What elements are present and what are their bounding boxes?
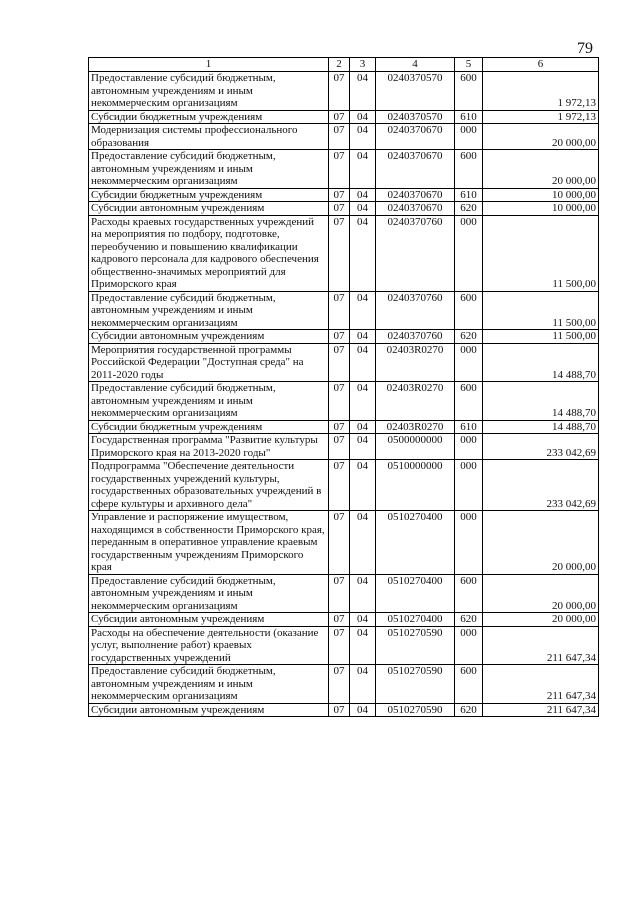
- target-item-code-cell: 0240370760: [376, 330, 455, 344]
- target-item-code-cell: 0240370570: [376, 72, 455, 111]
- section-code-cell: 07: [329, 665, 350, 704]
- subsection-code-cell: 04: [350, 703, 376, 717]
- section-code-cell: 07: [329, 72, 350, 111]
- expense-type-code-cell: 600: [455, 72, 483, 111]
- target-item-code-cell: 0510270400: [376, 613, 455, 627]
- target-item-code-cell: 0500000000: [376, 434, 455, 460]
- section-code-cell: 07: [329, 124, 350, 150]
- subsection-code-cell: 04: [350, 574, 376, 613]
- expense-type-code-cell: 600: [455, 291, 483, 330]
- expense-type-code-cell: 600: [455, 665, 483, 704]
- column-number-row: [89, 58, 599, 72]
- target-item-code-cell: 0510270400: [376, 574, 455, 613]
- section-code-cell: 07: [329, 703, 350, 717]
- column-header: 1: [89, 58, 329, 72]
- column-header: 4: [376, 58, 455, 72]
- target-item-code-cell: 0240370670: [376, 150, 455, 189]
- target-item-code-cell: 0240370670: [376, 188, 455, 202]
- budget-table: [88, 57, 599, 717]
- expense-type-code-cell: 620: [455, 330, 483, 344]
- column-header: 6: [483, 58, 599, 72]
- item-name-cell: Предоставление субсидий бюджетным, автономным учреждениям и иным некоммерческим организациям: [89, 72, 329, 111]
- expense-type-code-cell: 000: [455, 511, 483, 575]
- section-code-cell: 07: [329, 291, 350, 330]
- item-name-cell: Государственная программа "Развитие культуры Приморского края на 2013-2020 годы": [89, 434, 329, 460]
- table-row: [89, 460, 599, 511]
- section-code-cell: 07: [329, 382, 350, 421]
- table-row: [89, 574, 599, 613]
- amount-cell: 211 647,34: [483, 665, 599, 704]
- table-row: [89, 124, 599, 150]
- section-code-cell: 07: [329, 434, 350, 460]
- section-code-cell: 07: [329, 150, 350, 189]
- amount-cell: 20 000,00: [483, 574, 599, 613]
- expense-type-code-cell: 000: [455, 434, 483, 460]
- target-item-code-cell: 02403R0270: [376, 343, 455, 382]
- expense-type-code-cell: 000: [455, 215, 483, 291]
- item-name-cell: Субсидии автономным учреждениям: [89, 613, 329, 627]
- section-code-cell: 07: [329, 110, 350, 124]
- expense-type-code-cell: 610: [455, 188, 483, 202]
- section-code-cell: 07: [329, 330, 350, 344]
- amount-cell: 11 500,00: [483, 291, 599, 330]
- table-row: [89, 188, 599, 202]
- expense-type-code-cell: 620: [455, 202, 483, 216]
- page-number: 79: [577, 40, 593, 57]
- subsection-code-cell: 04: [350, 215, 376, 291]
- amount-cell: 10 000,00: [483, 202, 599, 216]
- amount-cell: 233 042,69: [483, 434, 599, 460]
- subsection-code-cell: 04: [350, 460, 376, 511]
- section-code-cell: 07: [329, 215, 350, 291]
- table-row: [89, 330, 599, 344]
- section-code-cell: 07: [329, 188, 350, 202]
- expense-type-code-cell: 620: [455, 613, 483, 627]
- item-name-cell: Мероприятия государственной программы Российской Федерации "Доступная среда" на 2011-2020 годы: [89, 343, 329, 382]
- table-row: [89, 343, 599, 382]
- table-row: [89, 110, 599, 124]
- section-code-cell: 07: [329, 343, 350, 382]
- amount-cell: 11 500,00: [483, 215, 599, 291]
- item-name-cell: Субсидии автономным учреждениям: [89, 202, 329, 216]
- table-row: [89, 434, 599, 460]
- subsection-code-cell: 04: [350, 665, 376, 704]
- subsection-code-cell: 04: [350, 291, 376, 330]
- target-item-code-cell: 02403R0270: [376, 382, 455, 421]
- item-name-cell: Субсидии автономным учреждениям: [89, 703, 329, 717]
- column-header: 5: [455, 58, 483, 72]
- target-item-code-cell: 0510270590: [376, 626, 455, 665]
- table-row: [89, 382, 599, 421]
- expense-type-code-cell: 600: [455, 150, 483, 189]
- section-code-cell: 07: [329, 511, 350, 575]
- table-row: [89, 291, 599, 330]
- table-row: [89, 215, 599, 291]
- amount-cell: 1 972,13: [483, 110, 599, 124]
- subsection-code-cell: 04: [350, 511, 376, 575]
- item-name-cell: Подпрограмма "Обеспечение деятельности государственных учреждений культуры, государственных образовательных учреждений в сфере культуры и архивного дела": [89, 460, 329, 511]
- item-name-cell: Расходы на обеспечение деятельности (оказание услуг, выполнение работ) краевых государственных учреждений: [89, 626, 329, 665]
- target-item-code-cell: 0240370760: [376, 215, 455, 291]
- amount-cell: 211 647,34: [483, 703, 599, 717]
- amount-cell: 14 488,70: [483, 420, 599, 434]
- item-name-cell: Модернизация системы профессионального образования: [89, 124, 329, 150]
- target-item-code-cell: 0240370670: [376, 202, 455, 216]
- amount-cell: 10 000,00: [483, 188, 599, 202]
- table-row: [89, 626, 599, 665]
- section-code-cell: 07: [329, 574, 350, 613]
- item-name-cell: Расходы краевых государственных учреждений на мероприятия по подбору, подготовке, переобучению и повышению квалификации кадрового персонала для кадрового обеспечения общественно-значимых мероприятий для Приморского края: [89, 215, 329, 291]
- subsection-code-cell: 04: [350, 330, 376, 344]
- section-code-cell: 07: [329, 460, 350, 511]
- amount-cell: 14 488,70: [483, 382, 599, 421]
- subsection-code-cell: 04: [350, 72, 376, 111]
- target-item-code-cell: 0510270400: [376, 511, 455, 575]
- amount-cell: 20 000,00: [483, 511, 599, 575]
- expense-type-code-cell: 600: [455, 574, 483, 613]
- target-item-code-cell: 0510000000: [376, 460, 455, 511]
- item-name-cell: Субсидии автономным учреждениям: [89, 330, 329, 344]
- expense-type-code-cell: 000: [455, 460, 483, 511]
- target-item-code-cell: 0240370670: [376, 124, 455, 150]
- subsection-code-cell: 04: [350, 434, 376, 460]
- expense-type-code-cell: 000: [455, 343, 483, 382]
- subsection-code-cell: 04: [350, 202, 376, 216]
- target-item-code-cell: 0510270590: [376, 665, 455, 704]
- item-name-cell: Предоставление субсидий бюджетным, автономным учреждениям и иным некоммерческим организациям: [89, 291, 329, 330]
- amount-cell: 20 000,00: [483, 613, 599, 627]
- item-name-cell: Управление и распоряжение имуществом, находящимся в собственности Приморского края, переданным в оперативное управление краевым государственным учреждениям Приморского края: [89, 511, 329, 575]
- subsection-code-cell: 04: [350, 124, 376, 150]
- subsection-code-cell: 04: [350, 626, 376, 665]
- amount-cell: 20 000,00: [483, 124, 599, 150]
- table-row: [89, 613, 599, 627]
- table-row: [89, 665, 599, 704]
- target-item-code-cell: 0240370570: [376, 110, 455, 124]
- subsection-code-cell: 04: [350, 382, 376, 421]
- expense-type-code-cell: 620: [455, 703, 483, 717]
- amount-cell: 233 042,69: [483, 460, 599, 511]
- item-name-cell: Предоставление субсидий бюджетным, автономным учреждениям и иным некоммерческим организациям: [89, 150, 329, 189]
- subsection-code-cell: 04: [350, 420, 376, 434]
- expense-type-code-cell: 610: [455, 420, 483, 434]
- item-name-cell: Предоставление субсидий бюджетным, автономным учреждениям и иным некоммерческим организациям: [89, 574, 329, 613]
- section-code-cell: 07: [329, 626, 350, 665]
- subsection-code-cell: 04: [350, 188, 376, 202]
- subsection-code-cell: 04: [350, 343, 376, 382]
- item-name-cell: Субсидии бюджетным учреждениям: [89, 420, 329, 434]
- expense-type-code-cell: 600: [455, 382, 483, 421]
- table-row: [89, 420, 599, 434]
- expense-type-code-cell: 000: [455, 626, 483, 665]
- item-name-cell: Субсидии бюджетным учреждениям: [89, 188, 329, 202]
- column-header: 3: [350, 58, 376, 72]
- amount-cell: 20 000,00: [483, 150, 599, 189]
- amount-cell: 211 647,34: [483, 626, 599, 665]
- table-row: [89, 72, 599, 111]
- target-item-code-cell: 02403R0270: [376, 420, 455, 434]
- column-header: 2: [329, 58, 350, 72]
- amount-cell: 14 488,70: [483, 343, 599, 382]
- item-name-cell: Предоставление субсидий бюджетным, автономным учреждениям и иным некоммерческим организациям: [89, 665, 329, 704]
- subsection-code-cell: 04: [350, 110, 376, 124]
- item-name-cell: Субсидии бюджетным учреждениям: [89, 110, 329, 124]
- table-row: [89, 703, 599, 717]
- subsection-code-cell: 04: [350, 150, 376, 189]
- table-body: [89, 72, 599, 717]
- amount-cell: 11 500,00: [483, 330, 599, 344]
- table-row: [89, 202, 599, 216]
- expense-type-code-cell: 000: [455, 124, 483, 150]
- item-name-cell: Предоставление субсидий бюджетным, автономным учреждениям и иным некоммерческим организациям: [89, 382, 329, 421]
- section-code-cell: 07: [329, 202, 350, 216]
- target-item-code-cell: 0510270590: [376, 703, 455, 717]
- expense-type-code-cell: 610: [455, 110, 483, 124]
- table-row: [89, 511, 599, 575]
- section-code-cell: 07: [329, 613, 350, 627]
- target-item-code-cell: 0240370760: [376, 291, 455, 330]
- table-row: [89, 150, 599, 189]
- subsection-code-cell: 04: [350, 613, 376, 627]
- amount-cell: 1 972,13: [483, 72, 599, 111]
- section-code-cell: 07: [329, 420, 350, 434]
